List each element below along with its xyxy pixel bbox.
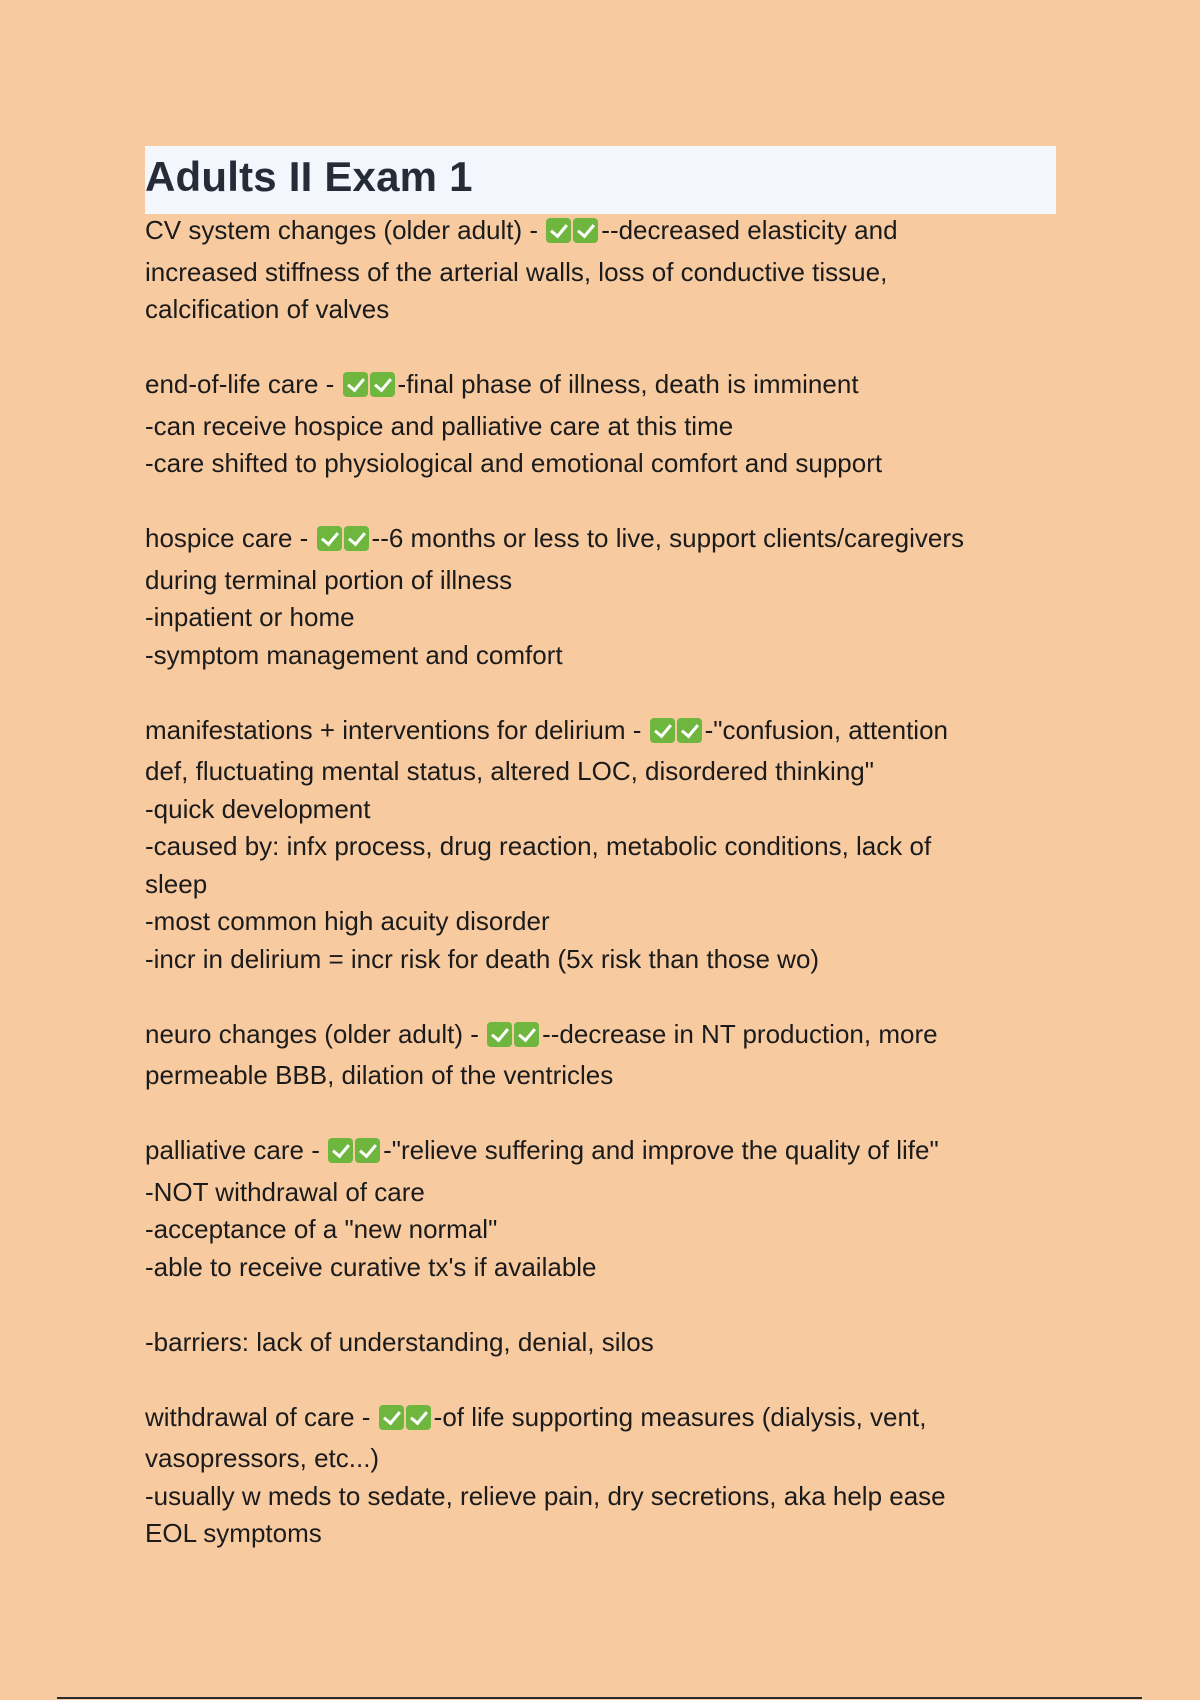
note-entry xyxy=(145,1399,1065,1553)
entry-first-line xyxy=(145,1132,1065,1174)
check-pair xyxy=(487,1020,541,1058)
entry-line: -incr in delirium = incr risk for death (5x risk than those wo) xyxy=(145,943,820,974)
check-pair xyxy=(328,1136,382,1174)
entry-line: -usually w meds to sedate, relieve pain, dry secretions, aka help ease xyxy=(145,1480,946,1511)
entry-line: increased stiffness of the arterial walls, loss of conductive tissue, xyxy=(145,256,888,287)
entry-definition: -"relieve suffering and improve the quality of life" xyxy=(383,1135,939,1165)
notes-content xyxy=(145,212,1065,1590)
entry-line: -quick development xyxy=(145,793,371,824)
check-mark-icon xyxy=(343,372,368,397)
note-entry xyxy=(145,366,1065,483)
check-mark-icon xyxy=(355,1138,380,1163)
check-mark-icon xyxy=(650,718,675,743)
entry-first-line xyxy=(145,520,1065,562)
check-mark-icon xyxy=(677,718,702,743)
entry-line: -barriers: lack of understanding, denial, silos xyxy=(145,1326,654,1357)
entry-line: -caused by: infx process, drug reaction, metabolic conditions, lack of xyxy=(145,831,932,861)
entry-definition: -final phase of illness, death is imminent xyxy=(397,369,859,399)
note-entry xyxy=(145,1016,1065,1095)
note-entry xyxy=(145,712,1065,979)
entry-line: -inpatient or home xyxy=(145,602,355,632)
entry-line: EOL symptoms xyxy=(145,1518,322,1548)
check-mark-icon xyxy=(406,1405,431,1430)
entry-line: -most common high acuity disorder xyxy=(145,906,550,936)
entry-first-line xyxy=(145,366,1065,408)
entry-term: withdrawal of care - xyxy=(145,1401,378,1432)
entry-definition: --6 months or less to live, support clients/caregivers xyxy=(371,523,964,553)
check-pair xyxy=(379,1403,433,1441)
entry-definition: -of life supporting measures (dialysis, vent, xyxy=(433,1401,927,1432)
entry-line: -able to receive curative tx's if available xyxy=(145,1251,597,1282)
entry-definition: --decrease in NT production, more xyxy=(542,1018,938,1049)
entry-line: -acceptance of a "new normal" xyxy=(145,1214,498,1244)
note-entry xyxy=(145,520,1065,674)
title-bar xyxy=(145,146,1056,214)
check-mark-icon xyxy=(344,526,369,551)
entry-line: permeable BBB, dilation of the ventricles xyxy=(145,1060,614,1090)
entry-line: -NOT withdrawal of care xyxy=(145,1176,425,1207)
check-mark-icon xyxy=(546,218,571,243)
note-entry xyxy=(145,1132,1065,1286)
check-pair xyxy=(343,370,397,408)
entry-definition: --decreased elasticity and xyxy=(601,215,898,245)
entry-first-line xyxy=(145,1399,1065,1441)
bottom-divider xyxy=(57,1697,1142,1699)
entry-first-line xyxy=(145,1016,1065,1058)
entry-term: end-of-life care - xyxy=(145,369,342,399)
entry-line: during terminal portion of illness xyxy=(145,564,513,595)
entry-line: -symptom management and comfort xyxy=(145,639,563,670)
entry-line: vasopressors, etc...) xyxy=(145,1443,380,1473)
check-mark-icon xyxy=(487,1022,512,1047)
check-mark-icon xyxy=(379,1405,404,1430)
entry-first-line xyxy=(145,212,1065,254)
entry-term: hospice care - xyxy=(145,523,316,553)
check-mark-icon xyxy=(573,218,598,243)
entry-line: -care shifted to physiological and emotional comfort and support xyxy=(145,448,883,478)
note-entry xyxy=(145,1324,1065,1362)
entry-first-line xyxy=(145,712,1065,754)
entry-line: def, fluctuating mental status, altered LOC, disordered thinking" xyxy=(145,756,874,786)
check-pair xyxy=(317,524,371,562)
check-mark-icon xyxy=(514,1022,539,1047)
entry-term: manifestations + interventions for delirium - xyxy=(145,714,649,745)
entry-line: sleep xyxy=(145,868,208,899)
check-mark-icon xyxy=(328,1138,353,1163)
entry-line: -can receive hospice and palliative care at this time xyxy=(145,410,734,441)
check-mark-icon xyxy=(317,526,342,551)
entry-term: neuro changes (older adult) - xyxy=(145,1018,487,1049)
page-title: Adults II Exam 1 xyxy=(145,153,473,200)
check-mark-icon xyxy=(370,372,395,397)
note-entry xyxy=(145,212,1065,329)
entry-term: CV system changes (older adult) - xyxy=(145,215,546,245)
entry-term: palliative care - xyxy=(145,1135,328,1165)
entry-line: calcification of valves xyxy=(145,294,390,324)
entry-definition: -"confusion, attention xyxy=(704,714,949,745)
check-pair xyxy=(650,716,704,754)
check-pair xyxy=(546,216,600,254)
